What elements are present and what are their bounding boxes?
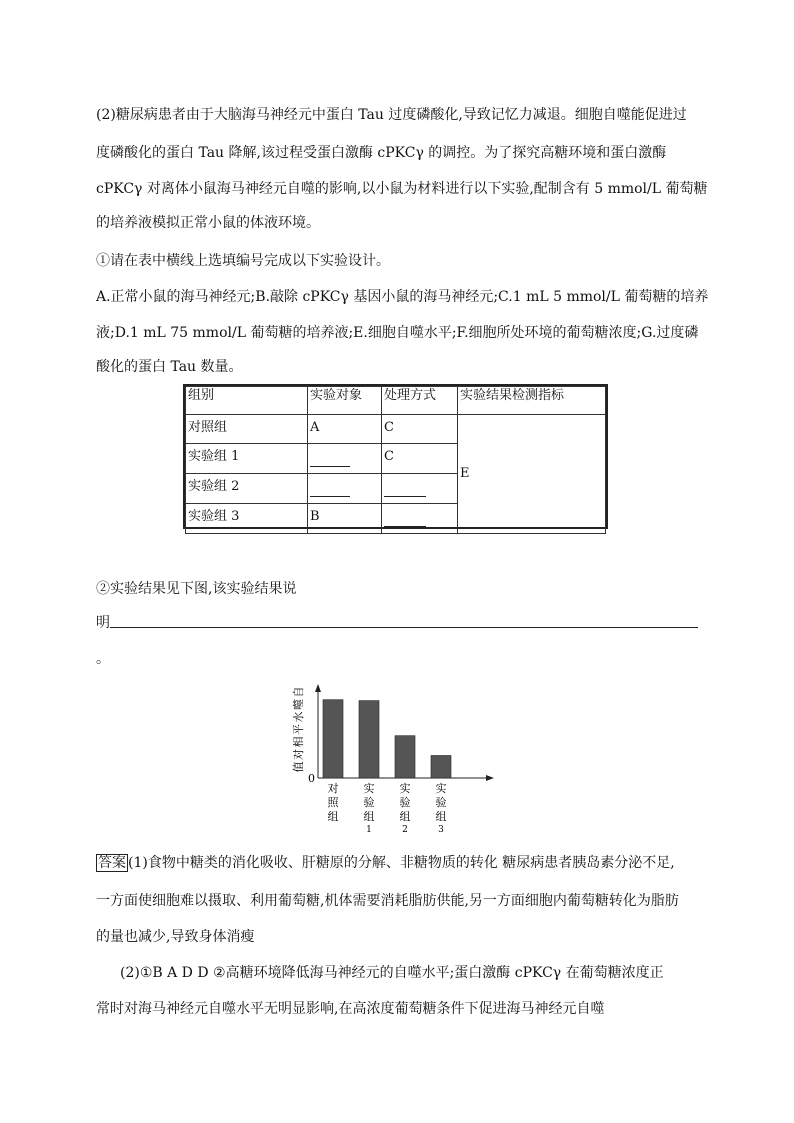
bar xyxy=(323,700,343,778)
y-axis-label-char: 相 xyxy=(292,736,305,748)
answer-1-text: (1)食物中糖类的消化吸收、肝糖原的分解、非糖物质的转化 糖尿病患者胰岛素分泌不足, xyxy=(128,855,675,871)
answer-line-4: (2)①B A D D ②高糖环境降低海马神经元的自噬水平;蛋白激酶 cPKCγ 在葡萄糖浓度正 xyxy=(120,965,664,981)
table-cell-subject: B xyxy=(308,504,382,534)
x-axis-arrow xyxy=(486,775,494,781)
table-header-subject: 实验对象 xyxy=(308,387,382,415)
category-label-char: 验 xyxy=(363,796,375,809)
fill-blank xyxy=(310,482,350,497)
category-label-number: 3 xyxy=(438,825,444,835)
table-cell-subject-blank xyxy=(308,444,382,474)
answer-blank-line xyxy=(110,627,698,628)
table-cell-subject-blank xyxy=(308,474,382,504)
y-axis-label-char: 对 xyxy=(292,749,305,760)
answer-tag: 答案 xyxy=(98,855,126,871)
table-header-indicator: 实验结果检测指标 xyxy=(458,387,606,415)
fill-blank xyxy=(384,512,426,527)
paragraph-line-3: cPKCγ 对离体小鼠海马神经元自噬的影响,以小鼠为材料进行以下实验,配制含有 5 mmol/L 葡萄糖 xyxy=(96,181,708,197)
y-axis-arrow xyxy=(315,684,321,692)
category-label-char: 组 xyxy=(399,810,411,823)
fill-blank xyxy=(310,452,350,467)
y-axis-label-char: 平 xyxy=(292,724,305,735)
category-label-char: 组 xyxy=(435,810,447,823)
category-label-number: 2 xyxy=(402,825,408,835)
category-label-char: 组 xyxy=(327,810,339,823)
table-cell-group: 对照组 xyxy=(186,415,308,444)
bar xyxy=(359,701,379,778)
y-axis-label-char: 水 xyxy=(292,711,305,723)
paragraph-line-2: 度磷酸化的蛋白 Tau 降解,该过程受蛋白激酶 cPKCγ 的调控。为了探究高糖环境和蛋白激酶 xyxy=(96,145,667,161)
category-label-char: 验 xyxy=(435,796,447,809)
table-header-treatment: 处理方式 xyxy=(382,387,458,415)
table-cell-indicator: E xyxy=(458,415,606,534)
answer-line-3: 的量也减少,导致身体消瘦 xyxy=(96,929,255,945)
options-line-1: A.正常小鼠的海马神经元;B.敲除 cPKCγ 基因小鼠的海马神经元;C.1 mL 5 mmol/L 葡萄糖的培养 xyxy=(96,289,709,305)
category-label-char: 实 xyxy=(399,782,411,795)
category-label-char: 对 xyxy=(327,782,339,795)
experiment-table xyxy=(183,384,608,529)
table-cell-subject: A xyxy=(308,415,382,444)
category-label-char: 实 xyxy=(435,782,447,795)
options-line-2: 液;D.1 mL 75 mmol/L 葡萄糖的培养液;E.细胞自噬水平;F.细胞所处环境的葡萄糖浓度;G.过度磷 xyxy=(96,325,699,341)
table-header-group: 组别 xyxy=(186,387,308,415)
autophagy-bar-chart xyxy=(290,680,500,840)
bar xyxy=(431,756,451,779)
answer-line-5: 常时对海马神经元自噬水平无明显影响,在高浓度葡萄糖条件下促进海马神经元自噬 xyxy=(96,1001,605,1017)
question-2-lead: 明 xyxy=(96,615,110,631)
table-cell-treatment-blank xyxy=(382,504,458,534)
table-cell-group: 实验组 1 xyxy=(186,444,308,474)
y-axis-label-char: 自 xyxy=(292,686,305,698)
table-cell-treatment-blank xyxy=(382,474,458,504)
paragraph-line-1: (2)糖尿病患者由于大脑海马神经元中蛋白 Tau 过度磷酸化,导致记忆力减退。细胞自噬能促进过 xyxy=(96,107,687,123)
category-label-char: 验 xyxy=(399,796,411,809)
paragraph-line-4: 的培养液模拟正常小鼠的体液环境。 xyxy=(96,215,320,231)
table-cell-treatment: C xyxy=(382,444,458,474)
table-cell-group: 实验组 3 xyxy=(186,504,308,534)
category-label-number: 1 xyxy=(366,825,372,835)
table-cell-group: 实验组 2 xyxy=(186,474,308,504)
table-cell-treatment: C xyxy=(382,415,458,444)
answer-line-1 xyxy=(96,854,675,872)
options-line-3: 酸化的蛋白 Tau 数量。 xyxy=(96,359,243,375)
category-label-char: 组 xyxy=(363,810,375,823)
fill-blank xyxy=(384,482,426,497)
answer-line-2: 一方面使细胞难以摄取、利用葡萄糖,机体需要消耗脂肪供能,另一方面细胞内葡萄糖转化为脂肪 xyxy=(96,893,679,909)
question-2-end: 。 xyxy=(96,651,110,667)
category-label-char: 照 xyxy=(327,796,339,809)
category-label-char: 实 xyxy=(363,782,375,795)
question-1-prompt: ①请在表中横线上选填编号完成以下实验设计。 xyxy=(96,253,390,269)
origin-label: 0 xyxy=(308,772,315,785)
y-axis-label-char: 噬 xyxy=(292,699,305,710)
y-axis-label-char: 值 xyxy=(292,761,305,773)
question-2-prompt: ②实验结果见下图,该实验结果说 xyxy=(96,581,297,597)
bar xyxy=(395,736,415,778)
